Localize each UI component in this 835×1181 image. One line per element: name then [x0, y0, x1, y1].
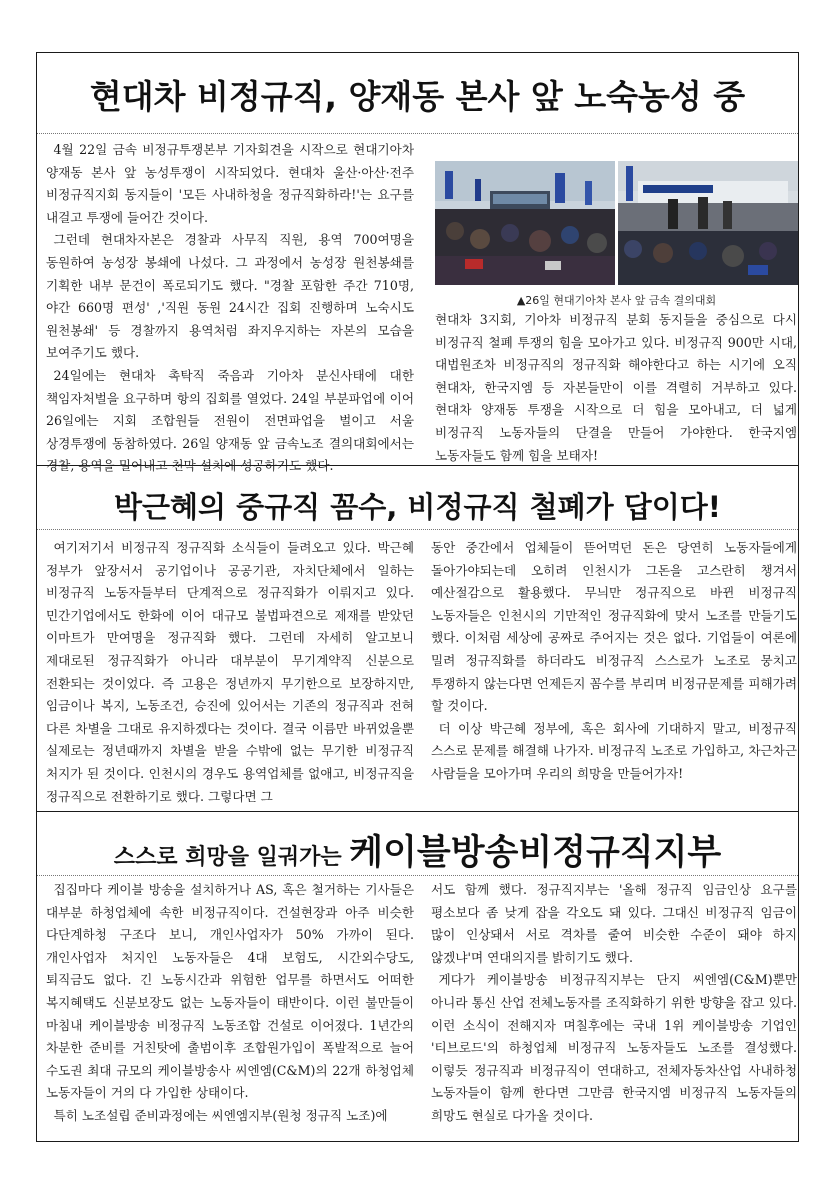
paragraph: 게다가 케이블방송 비정규직지부는 단지 씨엔엠(C&M)뿐만 아니라 통신 산업 전체노동자를 조직화하기 위한 방향을 잡고 있다. 이런 소식이 전해지자 며칠후에는 국내 1위 케이블방송 기업인 '티브로드'의 하청업체 비정규직 노동자들도 노조를 결성했다. 이렇듯 정규직과 비정규직이 연대하고, 전체자동차산업 사내하청 노동자들이 함께 한다면 그만큼 한국지엠 비정규직 노동자들의 희망도 현실로 다가올 것이다.	[431, 972, 797, 1123]
article3-right-column	[431, 879, 797, 1128]
article2-left-column	[46, 537, 414, 808]
article2-right-column	[431, 537, 797, 786]
article2-headline: 박근혜의 중규직 꼼수, 비정규직 철폐가 답이다!	[114, 490, 721, 524]
photo-caption: ▲26일 현대기아차 본사 앞 금속 결의대회	[516, 294, 717, 307]
paragraph: 여기저기서 비정규직 정규직화 소식들이 들려오고 있다. 박근혜 정부가 앞장서서 공기업이나 공공기관, 자치단체에서 일하는 비정규직 노동자들부터 단계적으로 정규직화가 이뤄지고 있다. 민간기업에서도 한화에 이어 대규모 불법파견으로 제재를 받았던 이마트가 만여명을 정규직화 했다. 그런데 자세히 알고보니 제대로된 정규직화가 아니라 대부분이 무기계약직 신분으로 전환되는 것이었다. 즉 고용은 정년까지 무기한으로 보장하지만, 임금이나 복지, 노동조건, 승진에 있어서는 기존의 정규직과 전혀 다른 차별을 그대로 유지하겠다는 것이다. 결국 이름만 바뀌었을뿐 실제로는 정년때까지 차별을 받을 수밖에 없는 무기한 비정규직 처지가 된 것이다. 인천시의 경우도 용역업체를 없애고, 비정규직을 정규직으로 전환하기로 했다. 그렇다면 그	[46, 540, 414, 804]
headline-divider	[37, 875, 798, 876]
article1-headline: 현대차 비정규직, 양재동 본사 앞 노숙농성 중	[89, 77, 746, 116]
paragraph: 4월 22일 금속 비정규투쟁본부 기자회견을 시작으로 현대기아차 양재동 본사 앞 농성투쟁이 시작되었다. 현대차 울산·아산·전주 비정규직지회 동지들이 '모든 사내하청을 정규직화하라!'는 요구를 내걸고 투쟁에 들어간 것이다.	[46, 142, 414, 225]
article1-left-column	[46, 139, 414, 478]
headline-divider	[37, 133, 798, 134]
article3-headline	[37, 825, 798, 875]
protest-photo-crowd	[435, 161, 615, 285]
paragraph: 동안 중간에서 업체들이 뜯어먹던 돈은 당연히 노동자들에게 돌아가야되는데 오히려 인천시가 그돈을 고스란히 챙겨서 예산절감으로 활용했다. 무늬만 정규직으로 바뀐 비정규직 노동자들은 인천시의 기만적인 정규직화에 맞서 노조를 만들기도 했다. 이처럼 세상에 공짜로 주어지는 것은 없다. 기업들이 여론에 밀려 정규직화를 하더라도 비정규직 스스로가 노조로 뭉치고 투쟁하지 않는다면 언제든지 꼼수를 부리며 비정규문제를 피해가려 할 것이다.	[431, 540, 797, 714]
article1-right-column	[435, 309, 797, 467]
paragraph: 집집마다 케이블 방송을 설치하거나 AS, 혹은 철거하는 기사들은 대부분 하청업체에 속한 비정규직이다. 건설현장과 아주 비슷한 다단계하청 구조다 보니, 개인사업자가 50% 가까이 된다. 개인사업자 처지인 노동자들은 4대 보험도, 시간외수당도, 퇴직금도 없다. 긴 노동시간과 위험한 업무를 하면서도 어떠한 복지혜택도 신분보장도 없는 노동자들이 태반이다. 이런 불만들이 마침내 케이블방송 비정규직 노동조합 건설로 이어졌다. 1년간의 차분한 준비를 거친탓에 출범이후 조합원가입이 폭발적으로 늘어 수도권 최대 규모의 케이블방송사 씨엔엠(C&M)의 22개 하청업체 노동자들이 거의 다 가입한 상태이다.	[46, 882, 414, 1101]
paragraph: 24일에는 현대차 촉탁직 죽음과 기아차 분신사태에 대한 책임자처벌을 요구하며 항의 집회를 열었다. 24일 부분파업에 이어 26일에는 지회 조합원들 전원이 전면파업을 벌이고 서울 상경투쟁에 동참하였다. 26일 양재동 앞 금속노조 결의대회에서는 경찰, 용역을 밀어내고 천막 설치에 성공하기도 했다.	[46, 367, 414, 474]
article1-photos	[435, 161, 798, 285]
paragraph: 그런데 현대차자본은 경찰과 사무직 직원, 용역 700여명을 동원하여 농성장 봉쇄에 나섰다. 그 과정에서 농성장 원천봉쇄를 기획한 내부 문건이 폭로되기도 했다. "경찰 포함한 주간 710명, 야간 660명 편성' ,'직원 동원 24시간 집회 진행하며 노숙시도 원천봉쇄' 등 경찰까지 용역처럼 좌지우지하는 자본의 모습을 보여주기도 했다.	[46, 232, 414, 361]
headline-divider	[37, 529, 798, 530]
article3-headline-big: 케이블방송비정규직지부	[349, 833, 722, 873]
section-divider	[37, 465, 798, 466]
protest-photo-stage	[618, 161, 798, 285]
newsletter-page	[36, 52, 799, 1142]
paragraph: 현대차 3지회, 기아차 비정규직 분회 동지들을 중심으로 다시 비정규직 철폐 투쟁의 힘을 모아가고 있다. 비정규직 900만 시대, 대법원조차 비정규직의 정규직화 해야한다고 하는 시기에 오직 현대차, 한국지엠 등 자본들만이 이를 격렬히 거부하고 있다. 현대차 양재동 투쟁을 시작으로 더 힘을 모아내고, 더 넓게 비정규직 노동자들의 단결을 만들어 가야한다. 한국지엠 노동자들도 함께 힘을 보태자!	[435, 312, 797, 463]
section-divider	[37, 811, 798, 812]
paragraph: 특히 노조설립 준비과정에는 씨엔엠지부(원청 정규직 노조)에	[53, 1107, 388, 1123]
article3-left-column	[46, 879, 414, 1128]
paragraph: 더 이상 박근혜 정부에, 혹은 회사에 기대하지 말고, 비정규직 스스로 문제를 해결해 나가자. 비정규직 노조로 가입하고, 차근차근 사람들을 모아가며 우리의 희망을 만들어가자!	[431, 720, 797, 781]
paragraph: 서도 함께 했다. 정규직지부는 '올해 정규직 임금인상 요구를 평소보다 좀 낮게 잡을 각오도 돼 있다. 그대신 비정규직 임금이 많이 인상돼서 서로 격차를 줄여 비슷한 수준이 돼야 하지 않겠냐'며 연대의지를 밝히기도 했다.	[431, 882, 797, 965]
article3-headline-small: 스스로 희망을 일궈가는	[113, 845, 350, 870]
